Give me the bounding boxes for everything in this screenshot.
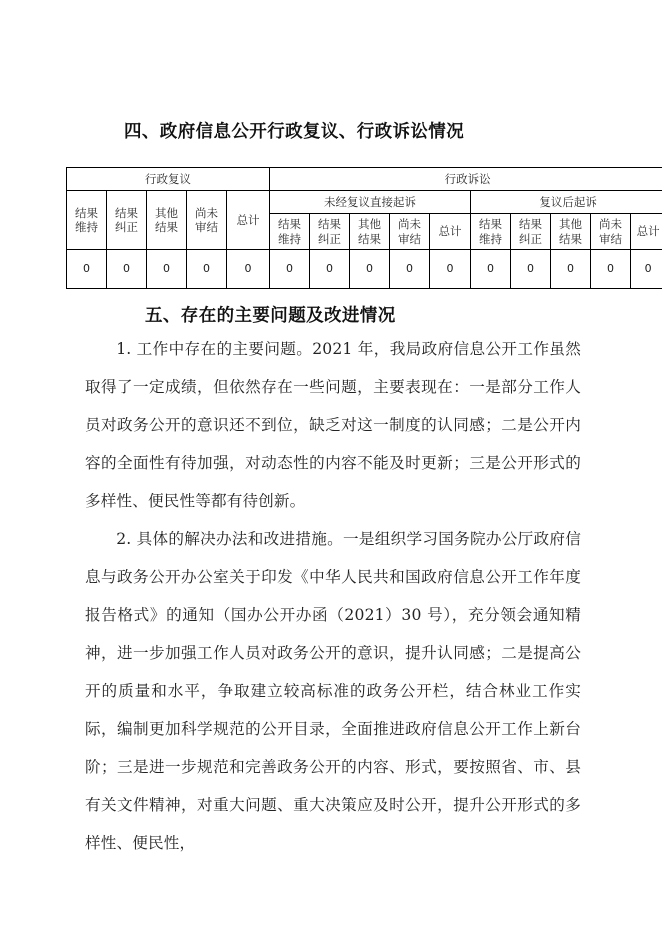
value-direct-other-result: 0 bbox=[350, 250, 390, 289]
paragraph-main-problems-text: 1. 工作中存在的主要问题。2021 年，我局政府信息公开工作虽然取得了一定成绩，但依然存在一些问题，主要表现在：一是部分工作人员对政务公开的意识还不到位，缺乏对这一制度的认同感；二是公开内容的全面性有待加强，对动态性的内容不能及时更新；三是公开形式的多样性、便民性等都有待创新。 bbox=[85, 340, 581, 510]
value-review-pending: 0 bbox=[187, 250, 227, 289]
value-post-review-result-upheld: 0 bbox=[471, 250, 511, 289]
header-post-review-result-upheld: 结果 维持 bbox=[471, 214, 511, 250]
header-direct-result-corrected: 结果 纠正 bbox=[310, 214, 350, 250]
value-post-review-total: 0 bbox=[631, 250, 662, 289]
header-post-review-pending: 尚未 审结 bbox=[591, 214, 631, 250]
value-post-review-pending: 0 bbox=[591, 250, 631, 289]
group-header-administrative-review: 行政复议 bbox=[67, 168, 270, 191]
header-review-result-corrected: 结果 纠正 bbox=[107, 191, 147, 250]
header-post-review-result-corrected: 结果 纠正 bbox=[511, 214, 551, 250]
header-review-result-upheld: 结果 维持 bbox=[67, 191, 107, 250]
header-direct-result-upheld: 结果 维持 bbox=[270, 214, 310, 250]
header-review-pending: 尚未 审结 bbox=[187, 191, 227, 250]
header-review-other-result: 其他 结果 bbox=[147, 191, 187, 250]
value-direct-result-upheld: 0 bbox=[270, 250, 310, 289]
header-direct-total: 总计 bbox=[430, 214, 471, 250]
value-review-result-upheld: 0 bbox=[67, 250, 107, 289]
value-post-review-result-corrected: 0 bbox=[511, 250, 551, 289]
group-header-post-review-litigation: 复议后起诉 bbox=[471, 191, 662, 214]
section-five-heading: 五、存在的主要问题及改进情况 bbox=[145, 306, 396, 326]
group-header-administrative-litigation: 行政诉讼 bbox=[270, 168, 662, 191]
table-row-values bbox=[67, 250, 662, 289]
header-post-review-other-result: 其他 结果 bbox=[551, 214, 591, 250]
section-four-heading: 四、政府信息公开行政复议、行政诉讼情况 bbox=[124, 122, 465, 142]
header-direct-other-result: 其他 结果 bbox=[350, 214, 390, 250]
table-row-subgroup-titles bbox=[67, 191, 662, 214]
value-direct-result-corrected: 0 bbox=[310, 250, 350, 289]
header-direct-pending: 尚未 审结 bbox=[390, 214, 430, 250]
value-review-total: 0 bbox=[227, 250, 270, 289]
table-row-group-titles bbox=[67, 168, 662, 191]
value-review-other-result: 0 bbox=[147, 250, 187, 289]
header-post-review-total: 总计 bbox=[631, 214, 662, 250]
paragraph-main-problems bbox=[85, 330, 581, 520]
paragraph-solutions-measures bbox=[85, 520, 581, 862]
administrative-review-litigation-table bbox=[66, 167, 662, 289]
value-direct-total: 0 bbox=[430, 250, 471, 289]
value-review-result-corrected: 0 bbox=[107, 250, 147, 289]
value-direct-pending: 0 bbox=[390, 250, 430, 289]
header-review-total: 总计 bbox=[227, 191, 270, 250]
group-header-direct-litigation: 未经复议直接起诉 bbox=[270, 191, 471, 214]
paragraph-solutions-measures-text: 2. 具体的解决办法和改进措施。一是组织学习国务院办公厅政府信息与政务公开办公室关于印发《中华人民共和国政府信息公开工作年度报告格式》的通知（国办公开办函（2021）30 号），充分领会通知精神，进一步加强工作人员对政务公开的意识，提升认同感；二是提高公开的质量和水平，争取建立较高标准的政务公开栏，结合林业工作实际，编制更加科学规范的公开目录，全面推进政府信息公开工作上新台阶；三是进一步规范和完善政务公开的内容、形式，要按照省、市、县有关文件精神，对重大问题、重大决策应及时公开，提升公开形式的多样性、便民性， bbox=[85, 530, 581, 852]
value-post-review-other-result: 0 bbox=[551, 250, 591, 289]
